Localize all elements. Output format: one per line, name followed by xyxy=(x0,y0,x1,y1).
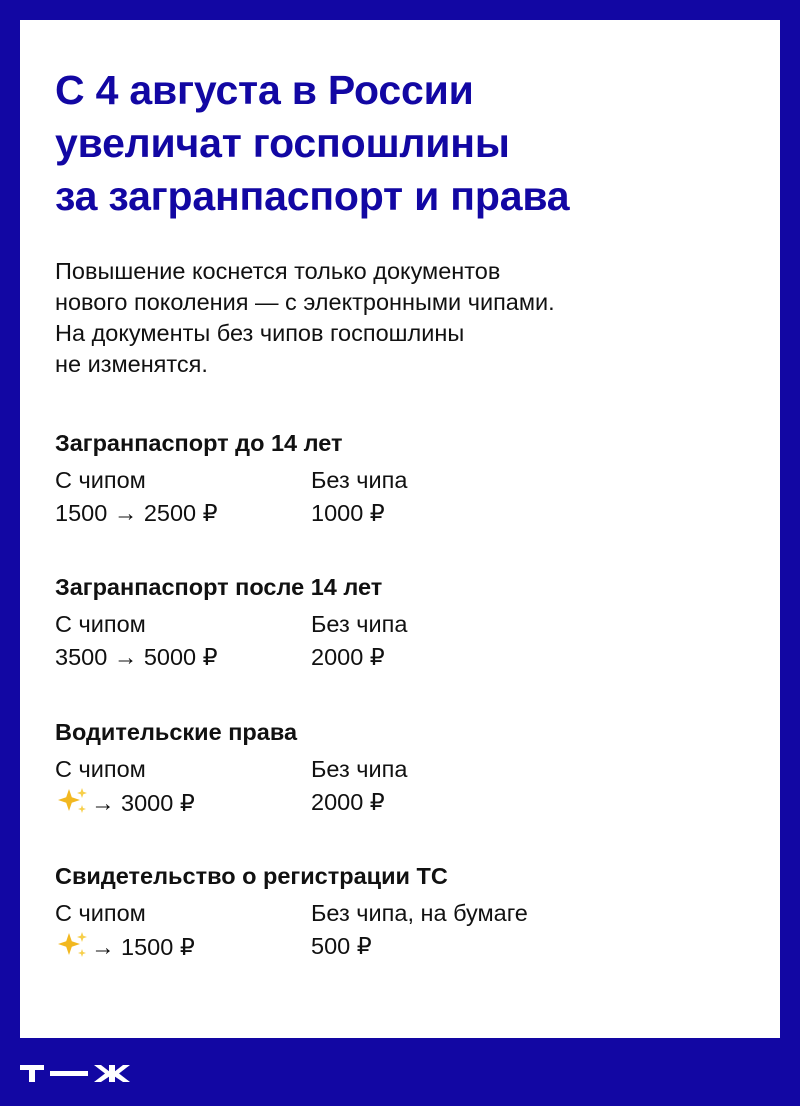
sparkles-icon xyxy=(55,930,89,960)
chip-label: С чипом xyxy=(55,467,146,493)
fee-grid xyxy=(55,464,755,530)
chip-value: 3500 → 5000 ₽ xyxy=(55,644,218,670)
section-heading: Свидетельство о регистрации ТС xyxy=(55,863,448,889)
fee-grid xyxy=(55,608,755,674)
chip-value-cell xyxy=(55,786,311,820)
chip-value: 1500 → 2500 ₽ xyxy=(55,500,218,526)
title-line: увеличат госпошлины xyxy=(55,120,510,166)
sparkles-icon xyxy=(55,786,89,816)
tzh-logo xyxy=(20,1062,136,1084)
lead-paragraph xyxy=(55,256,755,380)
page-title xyxy=(55,64,755,223)
fee-section-vehicle-registration xyxy=(55,861,755,964)
lead-line: нового поколения — с электронными чипами. xyxy=(55,289,555,315)
lead-line: не изменятся. xyxy=(55,351,208,377)
chip-label: С чипом xyxy=(55,611,146,637)
section-heading: Загранпаспорт после 14 лет xyxy=(55,574,383,600)
nochip-value: 2000 ₽ xyxy=(311,644,385,670)
nochip-value: 1000 ₽ xyxy=(311,500,385,526)
nochip-value: 2000 ₽ xyxy=(311,789,385,815)
fee-grid xyxy=(55,753,755,820)
chip-label: С чипом xyxy=(55,900,146,926)
chip-value-cell xyxy=(55,930,311,964)
chip-label: С чипом xyxy=(55,756,146,782)
chip-value: → 1500 ₽ xyxy=(91,934,195,960)
title-line: С 4 августа в России xyxy=(55,67,474,113)
nochip-label: Без чипа xyxy=(311,611,408,637)
fee-section-passport-under-14 xyxy=(55,428,755,530)
lead-line: На документы без чипов госпошлины xyxy=(55,320,465,346)
nochip-value: 500 ₽ xyxy=(311,933,372,959)
nochip-label: Без чипа xyxy=(311,467,408,493)
fee-grid xyxy=(55,897,755,964)
fee-section-passport-over-14 xyxy=(55,572,755,674)
chip-value: → 3000 ₽ xyxy=(91,790,195,816)
section-heading: Загранпаспорт до 14 лет xyxy=(55,430,343,456)
lead-line: Повышение коснется только документов xyxy=(55,258,501,284)
content-card xyxy=(20,20,780,1038)
title-line: за загранпаспорт и права xyxy=(55,173,570,219)
section-heading: Водительские права xyxy=(55,719,298,745)
nochip-label: Без чипа, на бумаге xyxy=(311,900,528,926)
nochip-label: Без чипа xyxy=(311,756,408,782)
fee-section-drivers-license xyxy=(55,717,755,820)
